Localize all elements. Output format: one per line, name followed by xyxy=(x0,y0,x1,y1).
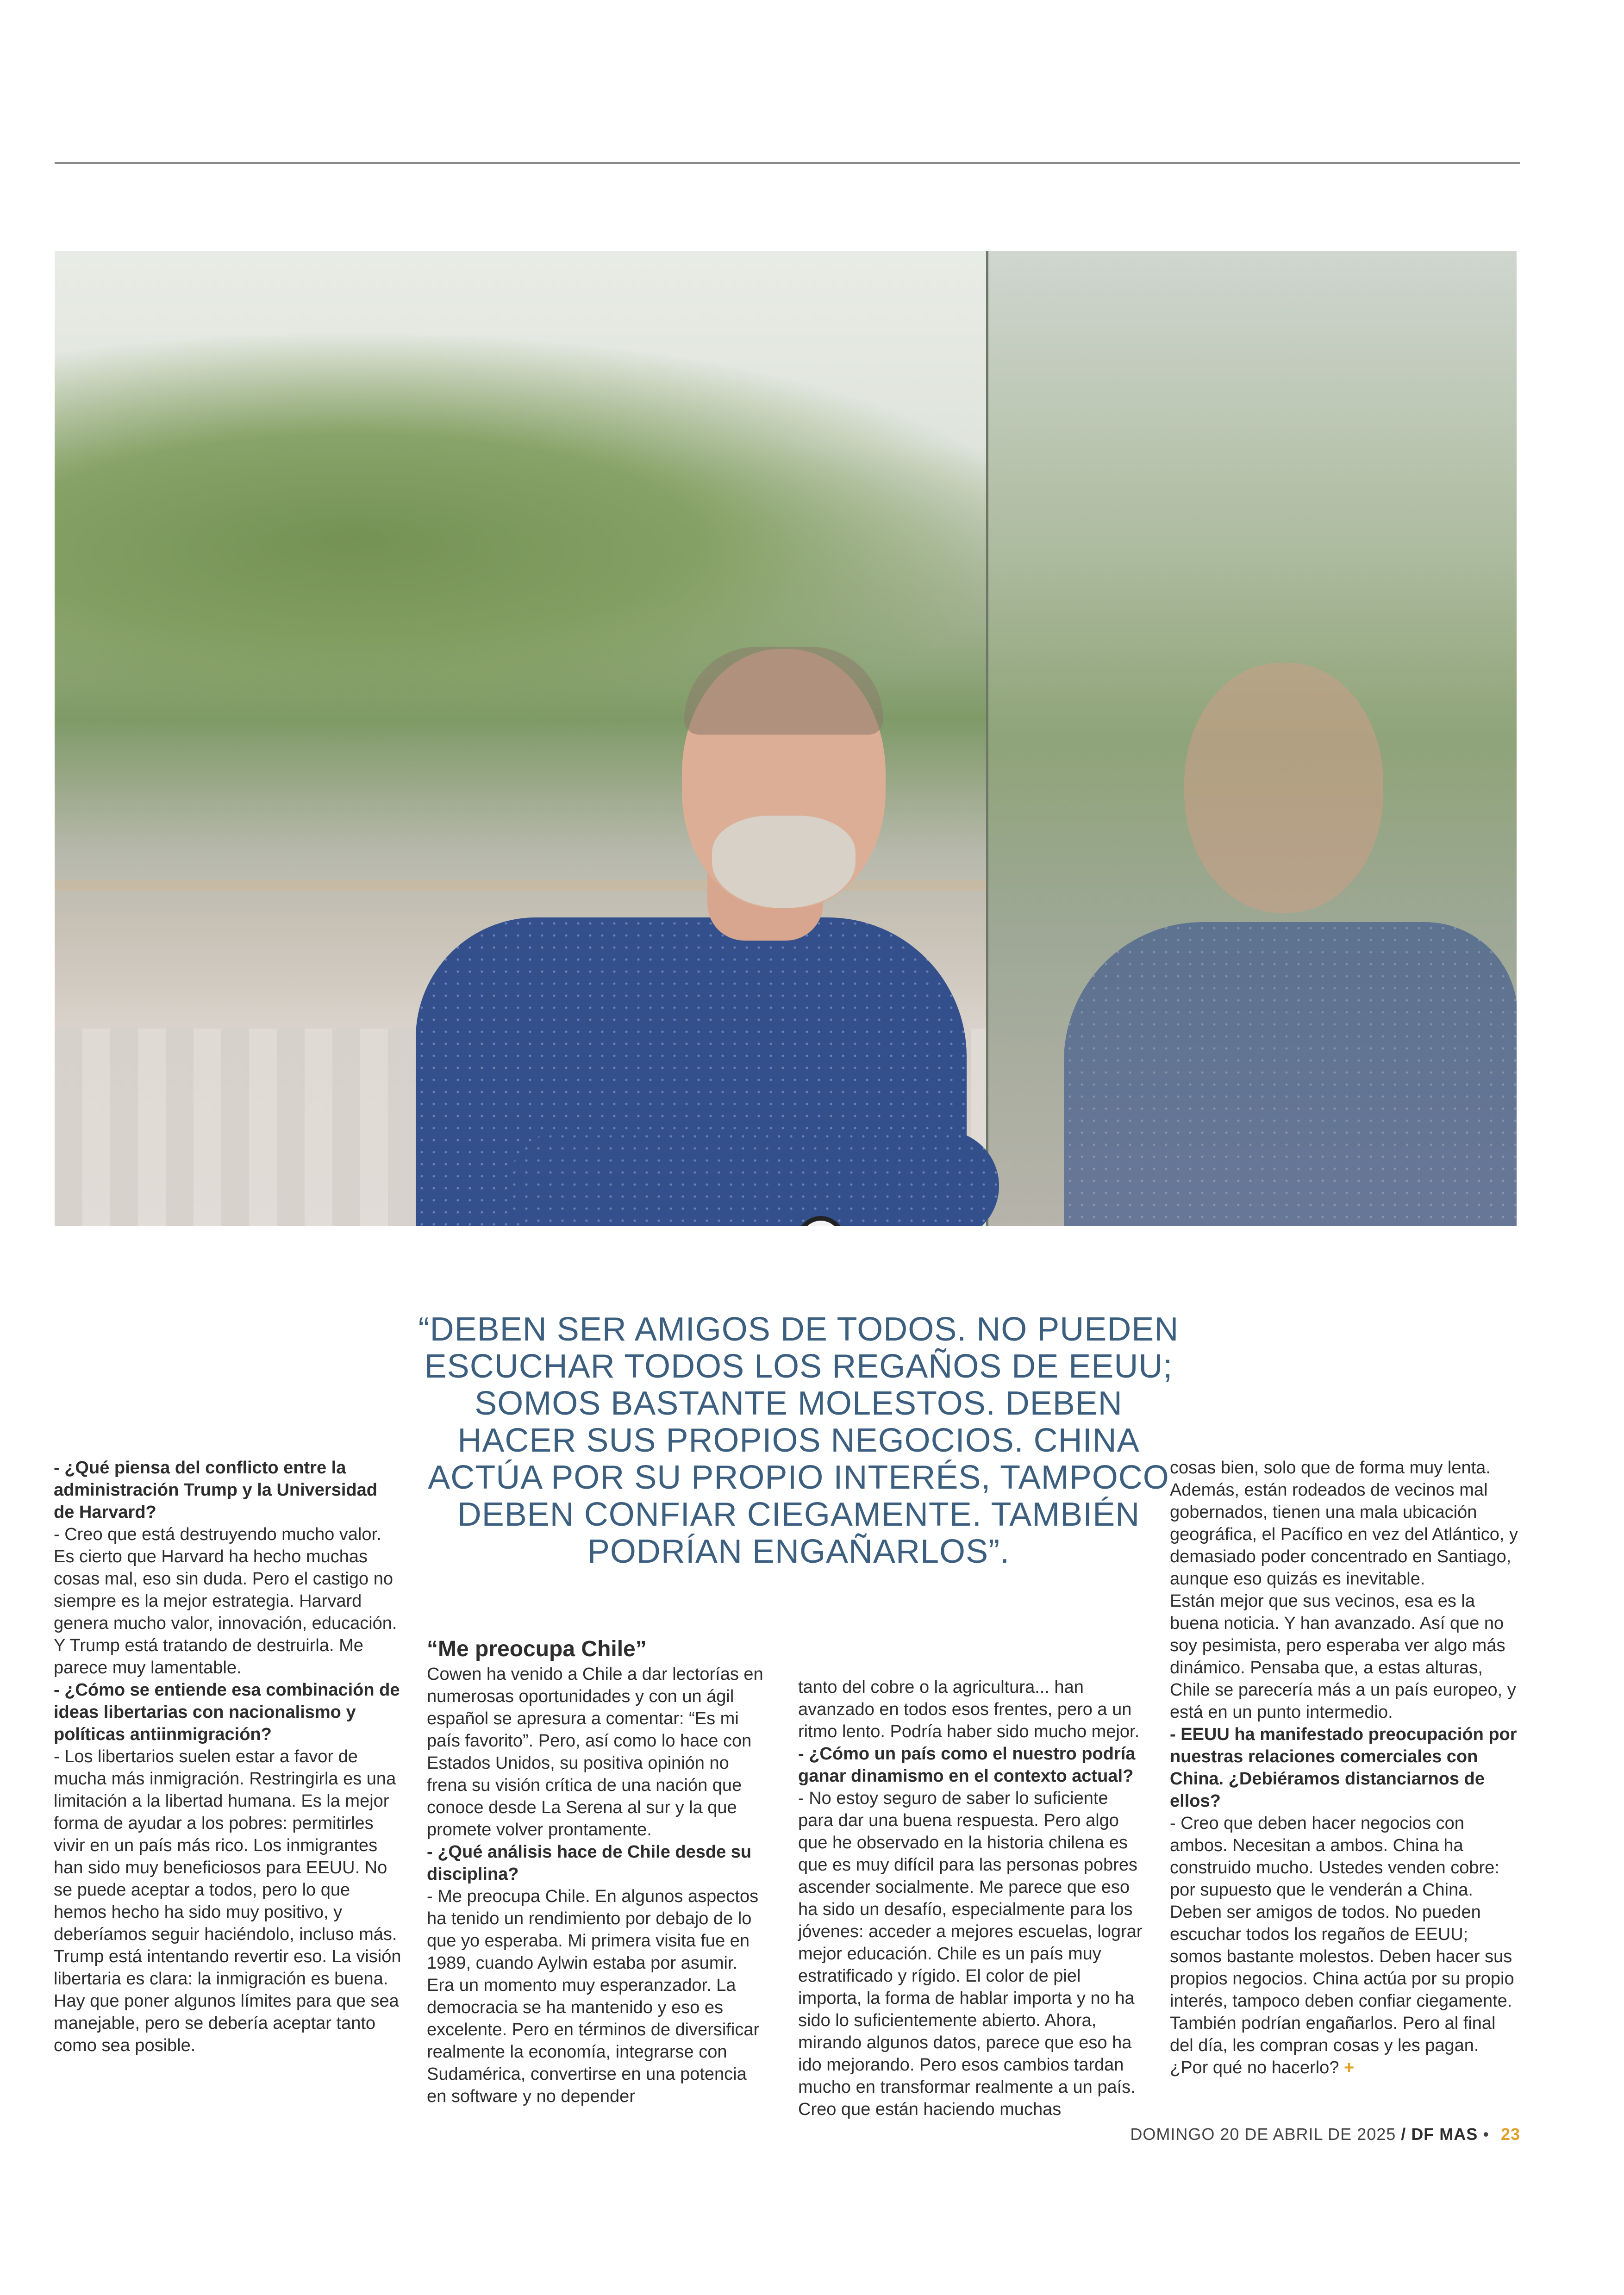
column-4 xyxy=(1170,1457,1522,2079)
column-1 xyxy=(54,1457,402,2057)
section-subhead: “Me preocupa Chile” xyxy=(427,1637,647,1661)
answer-paragraph: - Los libertarios suelen estar a favor de mucha más inmigración. Restringirla es una limitación a la libertad humana. Es la mejor forma de ayudar a los pobres: permitirles vivir en un país más rico. Los inmigrantes han sido muy beneficiosos para EEUU. No se puede aceptar a todos, pero lo que hemos hecho ha sido muy positivo, y deberíamos seguir haciéndolo, incluso más. Trump está intentando revertir eso. La visión libertaria es clara: la inmigración es buena. Hay que poner algunos límites para que sea manejable, pero se debería aceptar tanto como sea posible. xyxy=(54,1747,401,2055)
photo-glass-edge xyxy=(986,251,988,1226)
footer-separator: / xyxy=(1401,2125,1406,2144)
portrait-photo xyxy=(55,251,1517,1226)
footer-bullet: • xyxy=(1483,2125,1489,2144)
photo-background-railing xyxy=(55,880,994,891)
footer-date: DOMINGO 20 DE ABRIL DE 2025 xyxy=(1130,2125,1396,2144)
answer-text: - Creo que deben hacer negocios con ambos. Necesitan a ambos. China ha construido mucho. Ustedes venden cobre: por supuesto que le venderán a China. Deben ser amigos de todos. No pueden escuchar todos los regaños de EEUU; somos bastante molestos. Deben hacer sus propios negocios. China actúa por su propio interés, tampoco deben confiar ciegamente. También podrían engañarlos. Pero al final del día, les compran cosas y les pagan. ¿Por qué no hacerlo? xyxy=(1170,1814,1514,2077)
answer-paragraph: - Me preocupa Chile. En algunos aspectos ha tenido un rendimiento por debajo de lo que yo esperaba. Mi primera visita fue en 1989, cuando Aylwin estaba por asumir. Era un momento muy esperanzador. La democracia se ha mantenido y eso es excelente. Pero en términos de diversificar realmente la economía, integrarse con Sudamérica, convertirse en una potencia en software y no depender xyxy=(427,1887,760,2106)
page-footer xyxy=(1130,2125,1520,2144)
question-paragraph: - ¿Qué análisis hace de Chile desde su disciplina? xyxy=(427,1842,752,1884)
answer-paragraph: - Creo que está destruyendo mucho valor. Es cierto que Harvard ha hecho muchas cosas mal, eso sin duda. Pero el castigo no siempre es la mejor estrategia. Harvard genera mucho valor, innovación, educación. Y Trump está tratando de destruirla. Me parece muy lamentable. xyxy=(54,1525,397,1678)
answer-paragraph: - No estoy seguro de saber lo suficiente para dar una buena respuesta. Pero algo que he observado en la historia chilena es que es muy difícil para las personas pobres ascender socialmente. Me parece que eso ha sido un desafío, especialmente para los jóvenes: acceder a mejores escuelas, lograr mejor educación. Chile es un país muy estratificado y rígido. El color de piel importa, la forma de hablar importa y no ha sido lo suficientemente abierto. Ahora, mirando algunos datos, parece que eso ha ido mejorando. Pero esos cambios tardan mucho en transformar realmente a un país. xyxy=(798,1789,1143,2097)
reflection-head xyxy=(1184,663,1383,913)
question-paragraph: - ¿Cómo un país como el nuestro podría ganar dinamismo en el contexto actual? xyxy=(798,1744,1136,1786)
end-mark-icon: + xyxy=(1344,2058,1355,2077)
column-2 xyxy=(427,1636,769,2108)
question-paragraph: - ¿Qué piensa del conflicto entre la administración Trump y la Universidad de Harvard? xyxy=(54,1458,377,1522)
answer-paragraph: Creo que están haciendo muchas xyxy=(798,2100,1062,2119)
top-rule xyxy=(55,162,1520,164)
page-number: 23 xyxy=(1500,2125,1520,2144)
photo-background-foliage xyxy=(55,330,1050,746)
answer-paragraph: Están mejor que sus vecinos, esa es la buena noticia. Y han avanzado. Así que no soy pesimista, pero esperaba ver algo más dinámico. Pensaba que, a estas alturas, Chile se parecería más a un país europeo, y está en un punto intermedio. xyxy=(1170,1591,1516,1722)
answer-paragraph: tanto del cobre o la agricultura... han avanzado en todos esos frentes, pero a un ritmo lento. Podría haber sido mucho mejor. xyxy=(798,1678,1140,1741)
footer-magazine: DF MAS xyxy=(1411,2125,1478,2144)
man-crossed-arms xyxy=(508,1130,999,1226)
body-paragraph: Cowen ha venido a Chile a dar lectorías en numerosas oportunidades y con un ágil español se apresura a comentar: “Es mi país favorito”. Pero, así como lo hace con Estados Unidos, su positiva opinión no frena su visión crítica de una nación que conoce desde La Serena al sur y la que promete volver prontamente. xyxy=(427,1665,763,1840)
column-3 xyxy=(798,1676,1148,2120)
answer-paragraph: cosas bien, solo que de forma muy lenta. Además, están rodeados de vecinos mal gobernados, tienen una mala ubicación geográfica, el Pacífico en vez del Atlántico, y demasiado poder concentrado en Santiago, aunque eso quizás es inevitable. xyxy=(1170,1458,1518,1589)
pull-quote: “DEBEN SER AMIGOS DE TODOS. NO PUEDEN ESCUCHAR TODOS LOS REGAÑOS DE EEUU; SOMOS BASTANTE MOLESTOS. DEBEN HACER SUS PROPIOS NEGOCIOS. CHINA ACTÚA POR SU PROPIO INTERÉS, TAMPOCO DEBEN CONFIAR CIEGAMENTE. TAMBIÉN PODRÍAN ENGAÑARLOS”. xyxy=(418,1311,1179,1570)
man-beard xyxy=(712,816,856,908)
reflection-torso xyxy=(1064,922,1517,1226)
question-paragraph: - ¿Cómo se entiende esa combinación de ideas libertarias con nacionalismo y políticas antiinmigración? xyxy=(54,1680,400,1744)
answer-paragraph xyxy=(1170,1812,1522,2079)
question-paragraph: - EEUU ha manifestado preocupación por nuestras relaciones comerciales con China. ¿Debiéramos distanciarnos de ellos? xyxy=(1170,1725,1517,1811)
